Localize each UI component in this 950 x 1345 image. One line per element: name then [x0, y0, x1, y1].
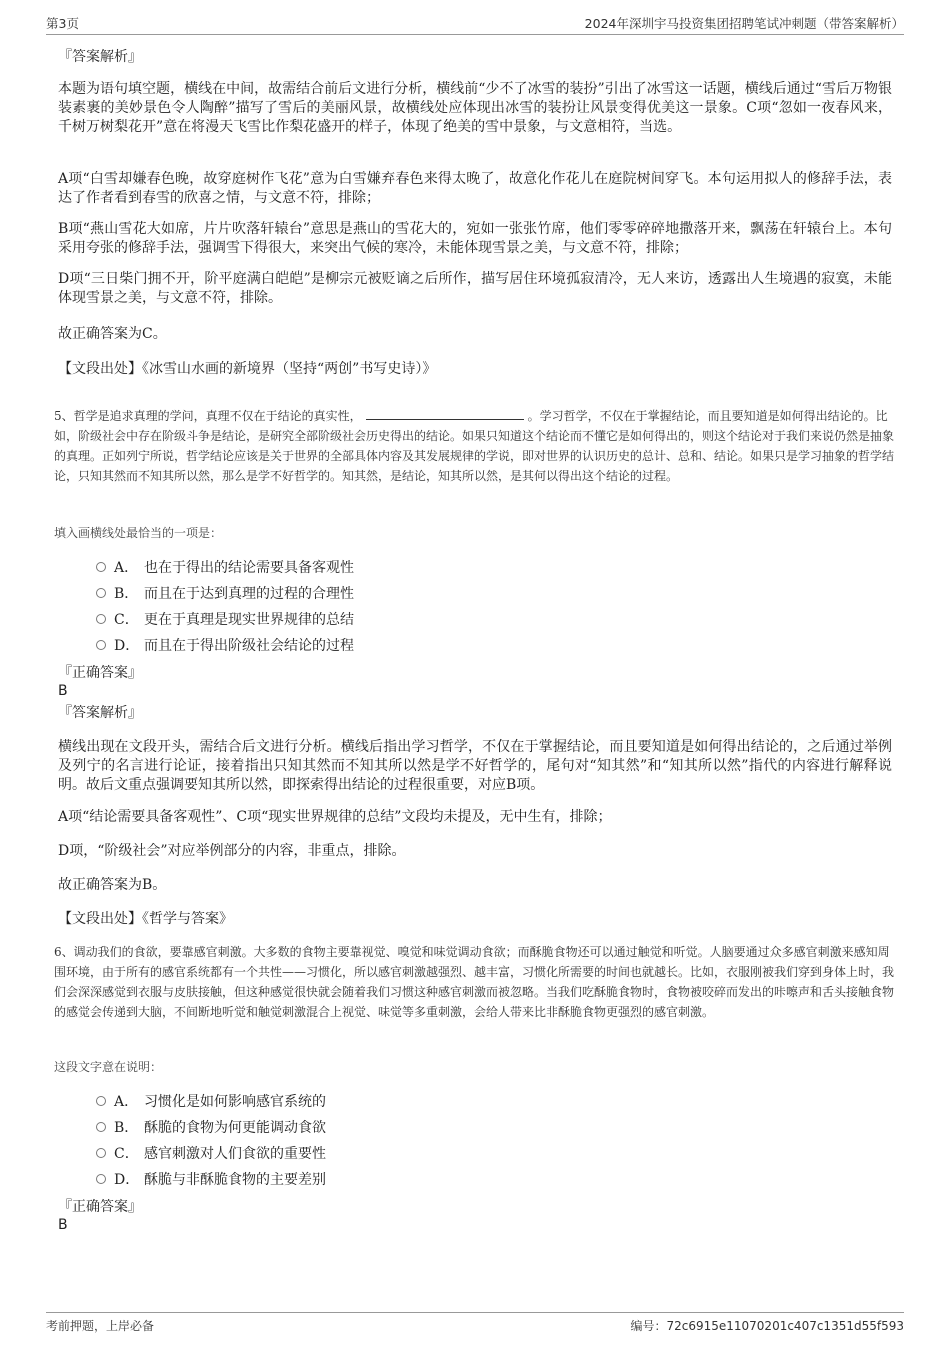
- q6-option-a[interactable]: A． 习惯化是如何影响感官系统的: [96, 1092, 326, 1112]
- radio-icon[interactable]: [96, 1096, 106, 1106]
- q5-analysis-p1: 横线出现在文段开头，需结合后文进行分析。横线后指出学习哲学，不仅在于掌握结论，而且要知道是如何得出结论的，之后通过举例及列宁的名言进行论证，接着指出只知其然而不知其所以然是学不好哲学的，尾句对“知其然”和“知其所以然”指代的内容进行解释说明。故后文重点强调要知其所以然，即探索得出结论的过程很重要，对应B项。: [58, 739, 892, 793]
- radio-icon[interactable]: [96, 1174, 106, 1184]
- q5-option-b[interactable]: B． 而且在于达到真理的过程的合理性: [96, 584, 354, 604]
- q5-stem: 5、哲学是追求真理的学问，真理不仅在于结论的真实性， 。学习哲学，不仅在于掌握结论，而且要知道是如何得出结论的。比如，阶级社会中存在阶级斗争是结论，是研究全部阶级社会历史得出的结论。如果只知道这个结论而不懂它是如何得出的，则这个结论对于我们来说仍然是抽象的真理。正如列宁所说，哲学结论应该是关于世界的全部具体内容及其发展规律的学说，即对世界的认识历史的总计、总和、结论。如果只是学习抽象的哲学结论，只知其然而不知其所以然，那么是学不好哲学的。知其然，是结论，知其所以然，是其何以得出这个结论的过程。: [54, 406, 894, 486]
- q6-option-c[interactable]: C． 感官刺激对人们食欲的重要性: [96, 1144, 326, 1164]
- fill-blank: [366, 406, 524, 420]
- q5-answer-label: 『正确答案』: [58, 665, 142, 681]
- radio-icon[interactable]: [96, 1148, 106, 1158]
- document-id: 编号：72c6915e11070201c407c1351d55f593: [630, 1319, 904, 1333]
- q5-answer: B: [58, 683, 68, 699]
- q4-analysis-label: 『答案解析』: [58, 49, 142, 65]
- q5-source: 【文段出处】《哲学与答案》: [58, 911, 233, 927]
- q6-option-d[interactable]: D． 酥脆与非酥脆食物的主要差别: [96, 1170, 326, 1190]
- q4-analysis-p2: A项“白雪却嫌春色晚，故穿庭树作飞花”意为白雪嫌弃春色来得太晚了，故意化作花儿在庭院树间穿飞。本句运用拟人的修辞手法，表达了作者看到春雪的欣喜之情，与文意不符，排除；: [58, 171, 892, 206]
- radio-icon[interactable]: [96, 588, 106, 598]
- q6-stem: 6、调动我们的食欲，要靠感官刺激。大多数的食物主要靠视觉、嗅觉和味觉调动食欲；而酥脆食物还可以通过触觉和听觉。人脑要通过众多感官刺激来感知周围环境，由于所有的感官系统都有一个共性——习惯化，所以感官刺激越强烈、越丰富，习惯化所需要的时间也就越长。比如，衣服刚被我们穿到身体上时，我们会深深感觉到衣服与皮肤接触，但这种感觉很快就会随着我们习惯这种感官刺激而被忽略。当我们吃酥脆食物时，食物被咬碎而发出的咔嚓声和舌头接触食物的感觉会传递到大脑，不间断地听觉和触觉刺激混合上视觉、味觉等多重刺激，会给人带来比非酥脆食物更强烈的感官刺激。: [54, 945, 895, 1019]
- q5-option-d[interactable]: D． 而且在于得出阶级社会结论的过程: [96, 636, 354, 656]
- q6-answer: B: [58, 1217, 68, 1233]
- radio-icon[interactable]: [96, 1122, 106, 1132]
- radio-icon[interactable]: [96, 640, 106, 650]
- radio-icon[interactable]: [96, 614, 106, 624]
- document-title: 2024年深圳宇马投资集团招聘笔试冲刺题（带答案解析）: [584, 16, 904, 31]
- q4-conclusion: 故正确答案为C。: [58, 326, 167, 342]
- page-header: [46, 14, 904, 35]
- q6-option-b[interactable]: B． 酥脆的食物为何更能调动食欲: [96, 1118, 326, 1138]
- page-number: 第3页: [46, 16, 79, 31]
- q5-prompt: 填入画横线处最恰当的一项是：: [54, 526, 223, 540]
- q4-analysis-p4: D项“三日柴门拥不开，阶平庭满白皑皑”是柳宗元被贬谪之后所作，描写居住环境孤寂清冷，无人来访，透露出人生境遇的寂寞，未能体现雪景之美，与文意不符，排除。: [58, 271, 892, 306]
- q6-prompt: 这段文字意在说明：: [54, 1060, 163, 1074]
- q4-source: 【文段出处】《冰雪山水画的新境界（坚持“两创”书写史诗）》: [58, 361, 437, 377]
- q5-analysis-p3: D项，“阶级社会”对应举例部分的内容，非重点，排除。: [58, 843, 406, 859]
- q4-analysis-p3: B项“燕山雪花大如席，片片吹落轩辕台”意思是燕山的雪花大的，宛如一张张竹席，他们零零碎碎地撒落开来，飘荡在轩辕台上。本句采用夸张的修辞手法，强调雪下得很大，来突出气候的寒冷，未能体现雪景之美，与文意不符，排除；: [58, 221, 892, 256]
- q6-answer-label: 『正确答案』: [58, 1199, 142, 1215]
- q5-analysis-p2: A项“结论需要具备客观性”、C项“现实世界规律的总结”文段均未提及，无中生有，排除；: [58, 809, 612, 825]
- footer-slogan: 考前押题，上岸必备: [46, 1319, 155, 1333]
- page-footer: [46, 1312, 904, 1335]
- q5-option-c[interactable]: C． 更在于真理是现实世界规律的总结: [96, 610, 354, 630]
- q5-conclusion: 故正确答案为B。: [58, 877, 167, 893]
- q4-analysis-p1: 本题为语句填空题，横线在中间，故需结合前后文进行分析，横线前“少不了冰雪的装扮”引出了冰雪这一话题，横线后通过“雪后万物银装素裹的美妙景色令人陶醉”描写了雪后的美丽风景，故横线处应体现出冰雪的装扮让风景变得优美这一景象。C项“忽如一夜春风来，千树万树梨花开”意在将漫天飞雪比作梨花盛开的样子，体现了绝美的雪中景象，与文意相符，当选。: [58, 81, 892, 135]
- q5-option-a[interactable]: A． 也在于得出的结论需要具备客观性: [96, 558, 354, 578]
- radio-icon[interactable]: [96, 562, 106, 572]
- q5-analysis-label: 『答案解析』: [58, 705, 142, 721]
